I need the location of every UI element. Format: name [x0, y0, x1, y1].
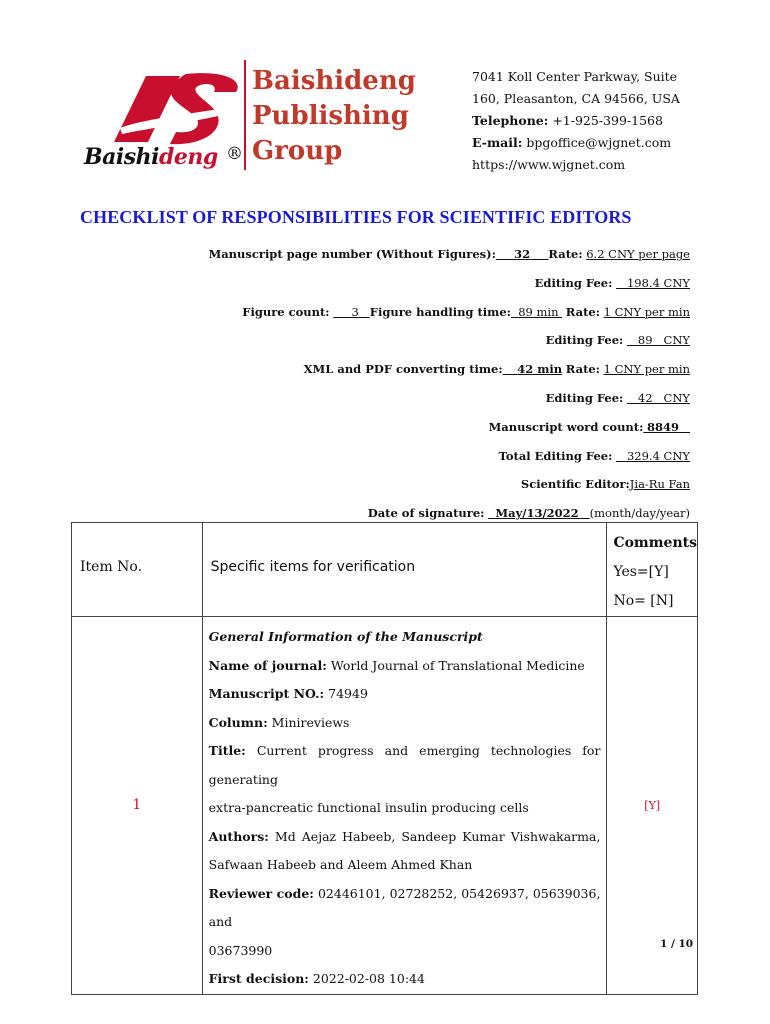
item-number: 1 [72, 617, 203, 995]
figure-fee-line: Editing Fee: 89 CNY [545, 333, 690, 348]
page-title: CHECKLIST OF RESPONSIBILITIES FOR SCIENTIFIC EDITORS [80, 207, 632, 227]
table-row [72, 617, 698, 995]
manuscript-number: Manuscript NO.: 74949 [208, 686, 368, 701]
editor-line: Scientific Editor:Jia-Ru Fan [520, 477, 690, 492]
verification-answer: [Y] [607, 617, 698, 995]
publisher-contact [472, 66, 680, 176]
title-line-2: extra-pancreatic functional insulin producing cells [208, 800, 529, 815]
section-title: General Information of the Manuscript [208, 629, 483, 644]
baishideng-logo-mark [106, 70, 256, 150]
reviewer-codes-line-1: Reviewer code: 02446101, 02728252, 05426937, 05639036, and [208, 885, 601, 929]
page-fee-line: Editing Fee: 198.4 CNY [534, 275, 690, 290]
xml-line: XML and PDF converting time: 42 min Rate: 1 CNY per min [303, 362, 690, 377]
address-line-1: 7041 Koll Center Parkway, Suite [472, 69, 678, 84]
logo-divider [244, 60, 246, 170]
registered-mark: ® [226, 144, 243, 164]
checklist-table [71, 522, 698, 995]
first-decision: First decision: 2022-02-08 10:44 [208, 971, 425, 986]
page-count-line: Manuscript page number (Without Figures): 32 Rate: 6.2 CNY per page [208, 247, 690, 261]
publisher-name: Baishideng Publishing Group [252, 66, 416, 166]
address-line-2: 160, Pleasanton, CA 94566, USA [472, 91, 680, 106]
figure-line: Figure count: 3 Figure handling time: 89 min Rate: 1 CNY per min [242, 304, 690, 319]
journal-name: Name of journal: World Journal of Translational Medicine [208, 657, 585, 673]
manuscript-info [202, 617, 607, 995]
title-line-1: Title: Current progress and emerging technologies for generating [208, 743, 601, 787]
email: E-mail: bpgoffice@wjgnet.com [472, 135, 672, 150]
page-number: 1 / 10 [660, 938, 694, 950]
reviewer-codes-line-2: 03673990 [208, 942, 273, 958]
publisher-logo [78, 60, 416, 180]
telephone: Telephone: +1-925-399-1568 [472, 113, 663, 128]
xml-fee-line: Editing Fee: 42 CNY [545, 390, 690, 405]
table-header-row [72, 523, 698, 617]
logo-wordmark: Baishideng [84, 144, 218, 170]
total-fee-line: Total Editing Fee: 329.4 CNY [498, 448, 690, 463]
column-type: Column: Minireviews [208, 714, 350, 730]
fee-summary [80, 244, 690, 532]
signature-date-line: Date of signature: May/13/2022 (month/day/year) [367, 506, 690, 521]
header-comments: Comments Yes=[Y] No= [N] [607, 523, 698, 617]
authors-line-2: Safwaan Habeeb and Aleem Ahmed Khan [208, 857, 473, 872]
website-link[interactable]: https://www.wjgnet.com [472, 157, 626, 172]
header-specific-items: Specific items for verification [202, 523, 607, 617]
header-item-no: Item No. [72, 523, 203, 617]
authors-line-1: Authors: Md Aejaz Habeeb, Sandeep Kumar Vishwakarma, [208, 828, 601, 844]
word-count-line: Manuscript word count: 8849 [488, 419, 680, 434]
